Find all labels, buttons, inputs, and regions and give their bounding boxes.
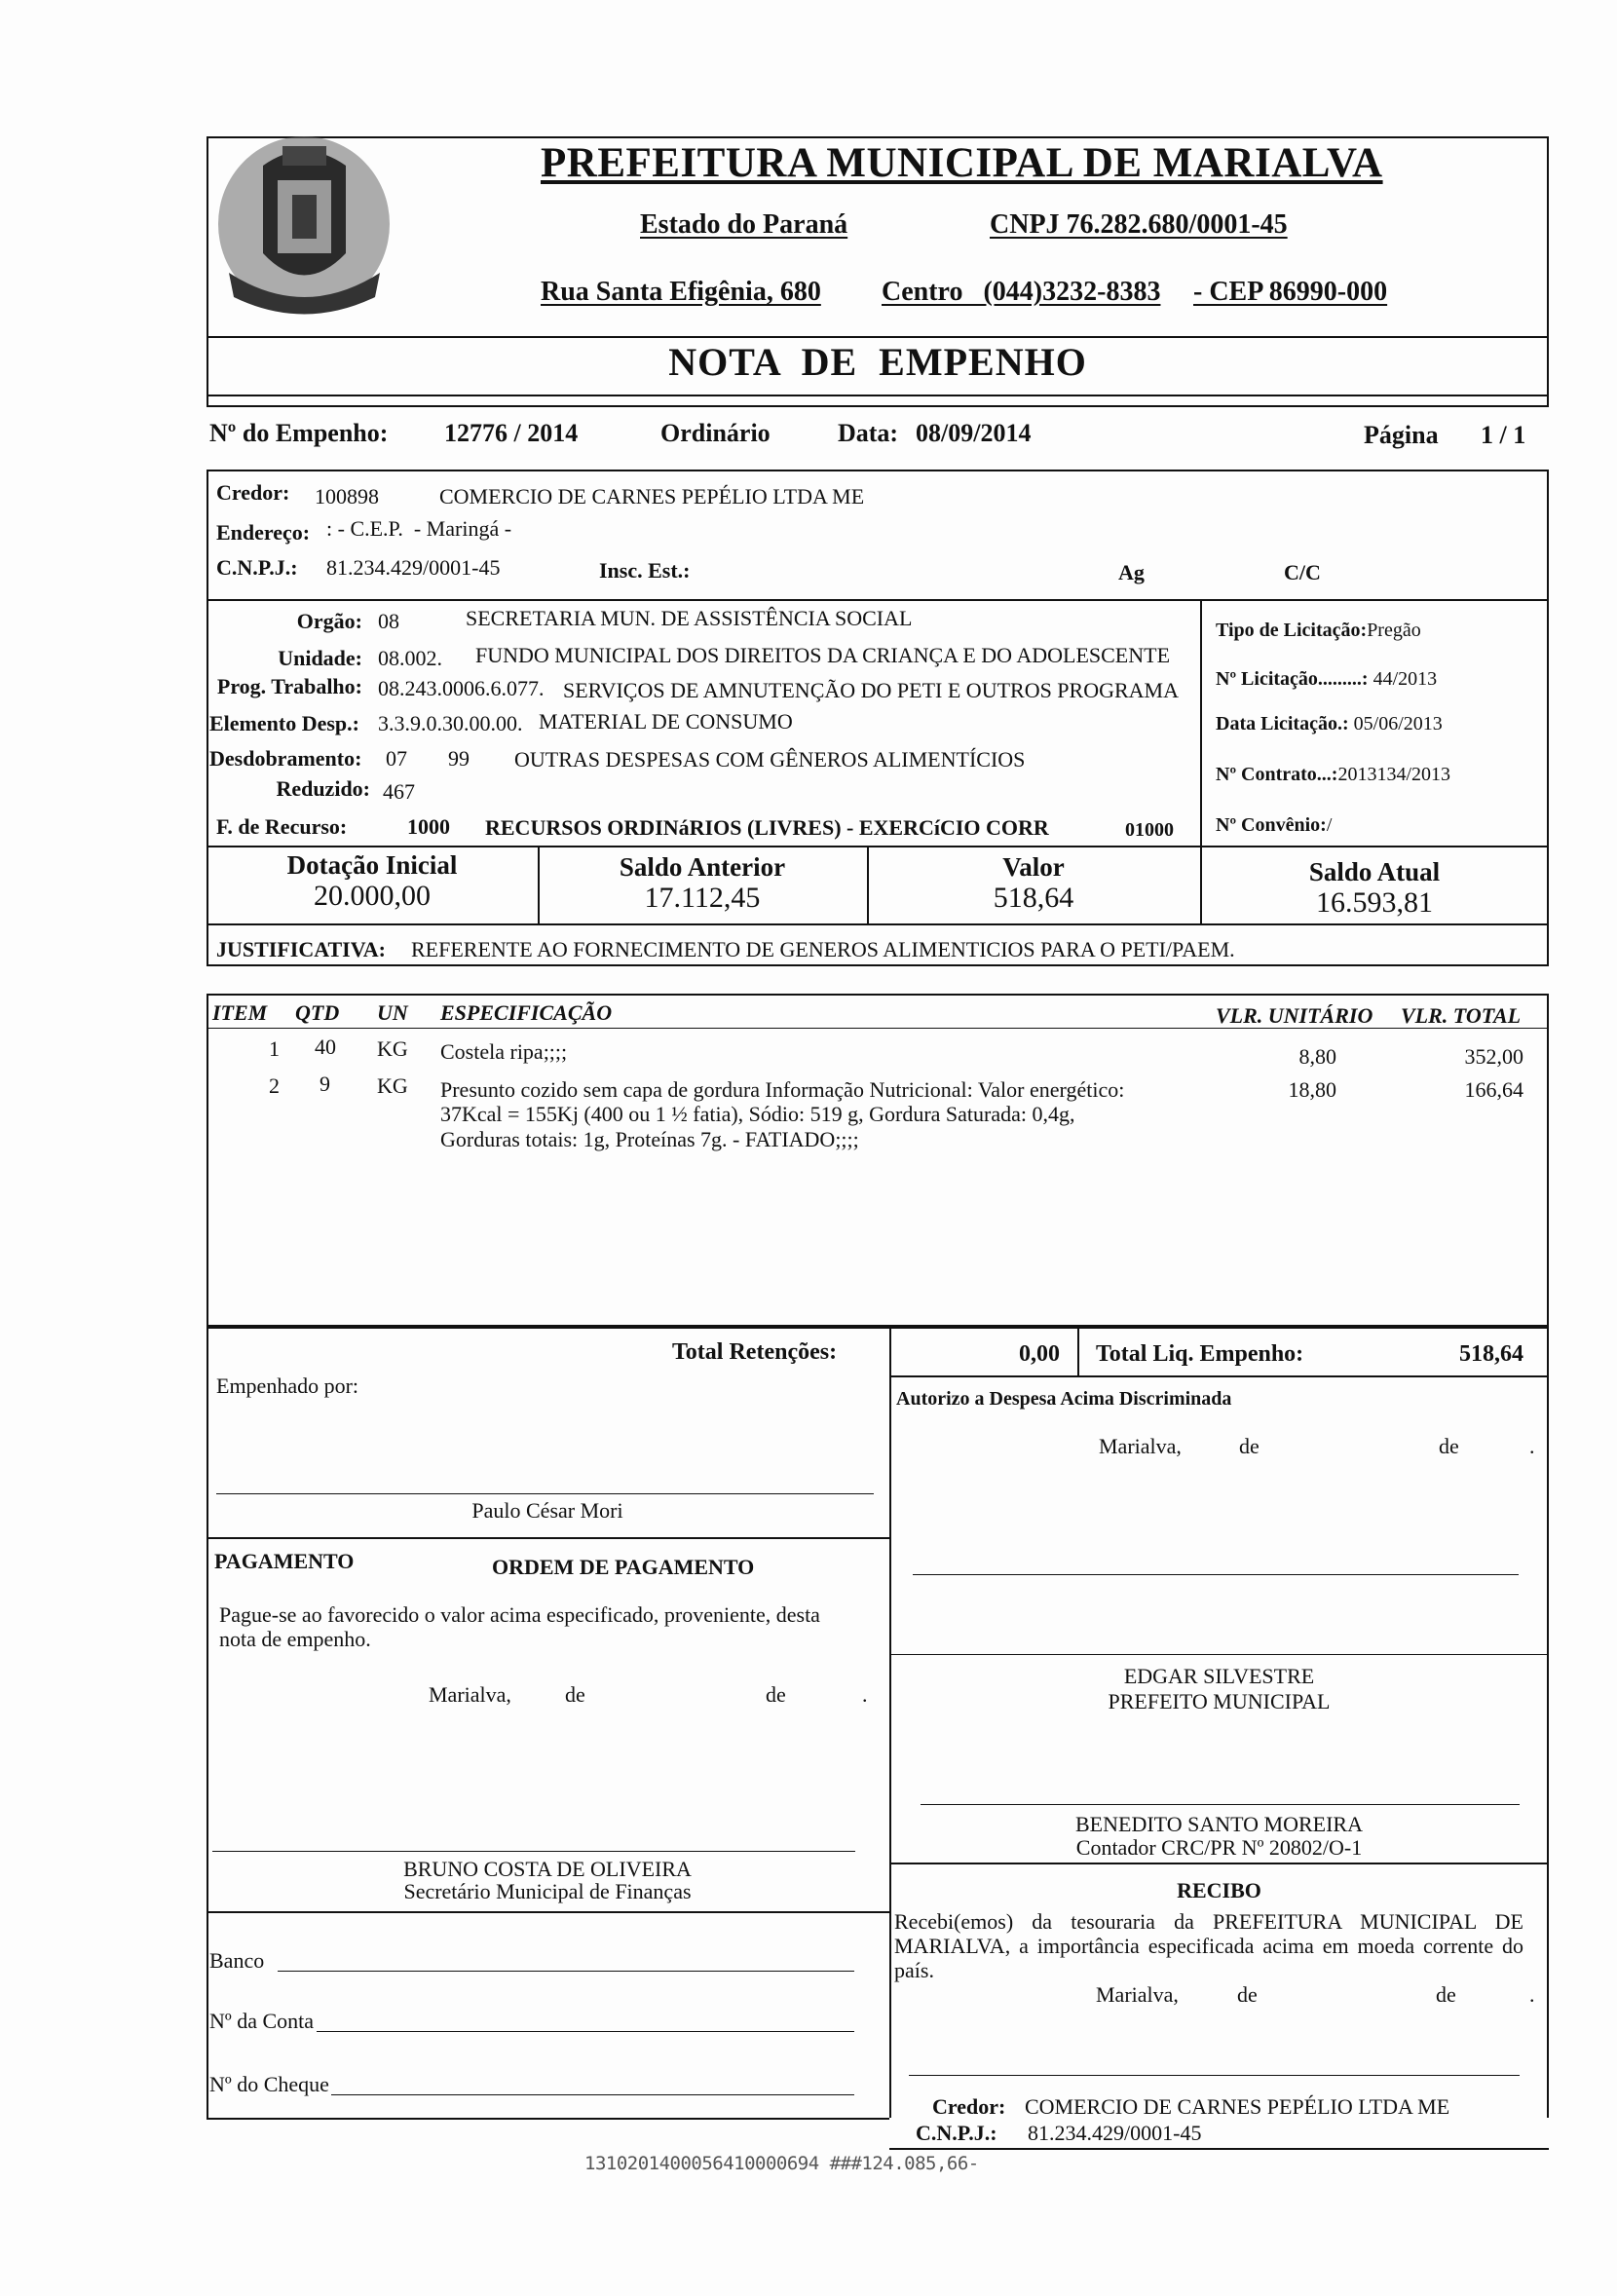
item-unit-value: 8,80 xyxy=(1298,1044,1336,1069)
credor-label: Credor: xyxy=(216,480,290,505)
justificativa-label: JUSTIFICATIVA: xyxy=(216,937,387,961)
tipo-licitacao-value: Pregão xyxy=(1367,620,1421,641)
credor-address: : - C.E.P. - Maringá - xyxy=(326,516,512,541)
page-label: Página xyxy=(1364,421,1439,449)
liq-empenho-label: Total Liq. Empenho: xyxy=(1096,1341,1304,1367)
retencoes-value: 0,00 xyxy=(1019,1341,1060,1367)
address: Rua Santa Efigênia, 680 xyxy=(541,277,821,307)
item-unit-value: 18,80 xyxy=(1288,1077,1336,1102)
dotacao-value: 20.000,00 xyxy=(314,880,431,912)
state-name: Estado do Paraná xyxy=(640,209,848,240)
page-number: 1 / 1 xyxy=(1481,421,1526,449)
credor-cnpj: 81.234.429/0001-45 xyxy=(326,555,501,580)
autorizo-de-1: de xyxy=(1239,1434,1260,1458)
item-spec: Costela ripa;;;; xyxy=(440,1039,568,1064)
prefeito-title: PREFEITO MUNICIPAL xyxy=(1108,1689,1331,1713)
contrato-value: 2013134/2013 xyxy=(1337,764,1451,785)
convenio-label: Nº Convênio: xyxy=(1216,814,1327,836)
empenho-number: 12776 / 2014 xyxy=(444,419,579,447)
item-spec-line3: Gorduras totais: 1g, Proteínas 7g. - FATIADO;;;; xyxy=(440,1127,859,1151)
col-unit-value: VLR. UNITÁRIO xyxy=(1216,1003,1373,1028)
recurso-label: F. de Recurso: xyxy=(216,814,348,839)
col-item: ITEM xyxy=(212,1000,268,1025)
item-qtd: 40 xyxy=(315,1035,336,1059)
desdobramento-code2: 99 xyxy=(448,746,470,771)
contrato xyxy=(1216,764,1450,786)
prog-label: Prog. Trabalho: xyxy=(216,674,362,698)
page-title: PREFEITURA MUNICIPAL DE MARIALVA xyxy=(541,140,1383,186)
prefeito-name: EDGAR SILVESTRE xyxy=(1123,1664,1315,1688)
autorizo-de-2: de xyxy=(1439,1434,1459,1458)
contrato-label: Nº Contrato...: xyxy=(1216,764,1338,785)
numero-licitacao-value: 44/2013 xyxy=(1373,668,1438,690)
col-total-value: VLR. TOTAL xyxy=(1401,1003,1522,1028)
ordem-pagamento-title: ORDEM DE PAGAMENTO xyxy=(492,1555,755,1579)
recurso: RECURSOS ORDINáRIOS (LIVRES) - EXERCíCIO CORR xyxy=(485,815,1049,840)
saldo-atual-label: Saldo Atual xyxy=(1308,857,1441,886)
recibo-credor-label: Credor: xyxy=(932,2094,1006,2119)
unidade-label: Unidade: xyxy=(278,646,362,670)
pague-text: Pague-se ao favorecido o valor acima especificado, proveniente, desta nota de empenho. xyxy=(219,1602,820,1651)
recibo-text: Recebi(emos) da tesouraria da PREFEITURA MUNICIPAL DE MARIALVA, a importância especificada acima em moeda corrente do país. xyxy=(894,1909,1523,1982)
unidade: FUNDO MUNICIPAL DOS DIREITOS DA CRIANÇA E DO ADOLESCENTE xyxy=(475,643,1171,667)
convenio xyxy=(1216,814,1332,837)
desdobramento-code: 07 xyxy=(386,746,407,771)
empenhado-por-name: Paulo César Mori xyxy=(471,1498,623,1523)
ag-label: Ag xyxy=(1118,560,1145,584)
conta-field[interactable] xyxy=(317,2031,854,2032)
numero-licitacao-label: Nº Licitação.........: xyxy=(1216,668,1369,690)
autorizo-text: Autorizo a Despesa Acima Discriminada xyxy=(896,1388,1232,1410)
cheque-field[interactable] xyxy=(331,2094,854,2095)
recibo-title: RECIBO xyxy=(1177,1878,1261,1902)
data-licitacao-value: 05/06/2013 xyxy=(1353,713,1443,734)
item-spec-line2: 37Kcal = 155Kj (400 ou 1 ½ fatia), Sódio: 519 g, Gordura Saturada: 0,4g, xyxy=(440,1102,1075,1126)
reduzido: 467 xyxy=(383,779,415,804)
ordem-de-1: de xyxy=(565,1682,585,1707)
dotacao-label: Dotação Inicial xyxy=(286,850,458,880)
secretario-name: BRUNO COSTA DE OLIVEIRA xyxy=(403,1857,692,1881)
empenho-type: Ordinário xyxy=(660,419,771,447)
recurso-code2: 01000 xyxy=(1125,819,1174,841)
orgao-code: 08 xyxy=(378,609,399,633)
desdobramento: OUTRAS DESPESAS COM GÊNEROS ALIMENTÍCIOS xyxy=(514,747,1026,772)
ordem-dot: . xyxy=(862,1682,868,1707)
empenho-date: 08/09/2014 xyxy=(916,419,1032,447)
cc-label: C/C xyxy=(1284,560,1321,584)
elemento-label: Elemento Desp.: xyxy=(209,711,359,735)
item-total-value: 166,64 xyxy=(1464,1077,1523,1102)
recurso-code: 1000 xyxy=(407,814,450,839)
numero-licitacao xyxy=(1216,668,1437,691)
data-licitacao-label: Data Licitação.: xyxy=(1216,713,1349,734)
item-un: KG xyxy=(377,1073,408,1098)
item-spec-line1: Presunto cozido sem capa de gordura Informação Nutricional: Valor energético: xyxy=(440,1077,1125,1102)
valor-label: Valor xyxy=(1002,852,1065,882)
tipo-licitacao-label: Tipo de Licitação: xyxy=(1216,620,1368,641)
retencoes-label: Total Retenções: xyxy=(672,1339,838,1365)
recibo-place: Marialva, xyxy=(1096,1982,1179,2007)
item-number: 2 xyxy=(269,1073,280,1098)
col-qtd: QTD xyxy=(295,1000,340,1025)
authentication-stamp: 1310201400056410000694 ###124.085,66- xyxy=(584,2153,979,2174)
recibo-cnpj: 81.234.429/0001-45 xyxy=(1028,2121,1202,2145)
pagamento-title: PAGAMENTO xyxy=(214,1549,355,1573)
item-un: KG xyxy=(377,1036,408,1061)
orgao: SECRETARIA MUN. DE ASSISTÊNCIA SOCIAL xyxy=(466,606,913,630)
secretario-title: Secretário Municipal de Finanças xyxy=(403,1879,692,1903)
col-un: UN xyxy=(377,1000,408,1025)
liq-empenho-value: 518,64 xyxy=(1459,1341,1523,1367)
cnpj-label: C.N.P.J.: xyxy=(216,555,298,580)
contador-name: BENEDITO SANTO MOREIRA xyxy=(1075,1812,1363,1836)
reduzido-label: Reduzido: xyxy=(276,776,370,801)
contador-title: Contador CRC/PR Nº 20802/O-1 xyxy=(1075,1835,1363,1860)
elemento: MATERIAL DE CONSUMO xyxy=(539,709,793,734)
saldo-anterior-label: Saldo Anterior xyxy=(619,852,786,882)
elemento-code: 3.3.9.0.30.00.00. xyxy=(378,711,523,735)
valor-value: 518,64 xyxy=(993,882,1074,914)
empenhado-por-label: Empenhado por: xyxy=(216,1374,359,1398)
saldo-atual-value: 16.593,81 xyxy=(1316,886,1433,919)
empenho-number-label: Nº do Empenho: xyxy=(209,419,389,447)
prog-code: 08.243.0006.6.077. xyxy=(378,676,545,700)
insc-label: Insc. Est.: xyxy=(599,558,691,583)
data-licitacao xyxy=(1216,713,1443,735)
empenho-date-label: Data: xyxy=(838,419,899,447)
city-cnpj: CNPJ 76.282.680/0001-45 xyxy=(990,209,1288,240)
tipo-licitacao xyxy=(1216,620,1421,642)
autorizo-dot: . xyxy=(1529,1434,1535,1458)
orgao-label: Orgão: xyxy=(296,609,362,633)
saldo-anterior-value: 17.112,45 xyxy=(644,882,761,914)
credor-name: COMERCIO DE CARNES PEPÉLIO LTDA ME xyxy=(439,484,865,508)
cheque-label: Nº do Cheque xyxy=(209,2072,329,2096)
ordem-place: Marialva, xyxy=(429,1682,511,1707)
address-label: Endereço: xyxy=(216,520,311,545)
document-title: NOTA DE EMPENHO xyxy=(668,340,1087,384)
recibo-de-2: de xyxy=(1436,1982,1456,2007)
justificativa-text: REFERENTE AO FORNECIMENTO DE GENEROS ALIMENTICIOS PARA O PETI/PAEM. xyxy=(411,937,1235,961)
recibo-dot: . xyxy=(1529,1982,1535,2007)
recibo-de-1: de xyxy=(1237,1982,1258,2007)
district-phone: Centro (044)3232-8383 xyxy=(882,277,1161,307)
conta-label: Nº da Conta xyxy=(209,2009,315,2033)
item-number: 1 xyxy=(269,1036,280,1061)
recibo-cnpj-label: C.N.P.J.: xyxy=(916,2121,997,2145)
item-qtd: 9 xyxy=(320,1072,330,1096)
convenio-value: / xyxy=(1326,814,1333,836)
municipal-crest-icon xyxy=(209,127,399,331)
col-spec: ESPECIFICAÇÃO xyxy=(440,1000,613,1025)
autorizo-place: Marialva, xyxy=(1099,1434,1182,1458)
credor-code: 100898 xyxy=(315,484,379,508)
prog: SERVIÇOS DE AMNUTENÇÃO DO PETI E OUTROS PROGRAMA xyxy=(563,678,1180,702)
recibo-credor-name: COMERCIO DE CARNES PEPÉLIO LTDA ME xyxy=(1025,2094,1450,2119)
item-total-value: 352,00 xyxy=(1464,1044,1523,1069)
unidade-code: 08.002. xyxy=(378,646,442,670)
ordem-de-2: de xyxy=(766,1682,786,1707)
cep: - CEP 86990-000 xyxy=(1193,277,1388,307)
banco-field[interactable] xyxy=(278,1971,854,1972)
banco-label: Banco xyxy=(209,1948,265,1973)
desdobramento-label: Desdobramento: xyxy=(209,746,362,771)
